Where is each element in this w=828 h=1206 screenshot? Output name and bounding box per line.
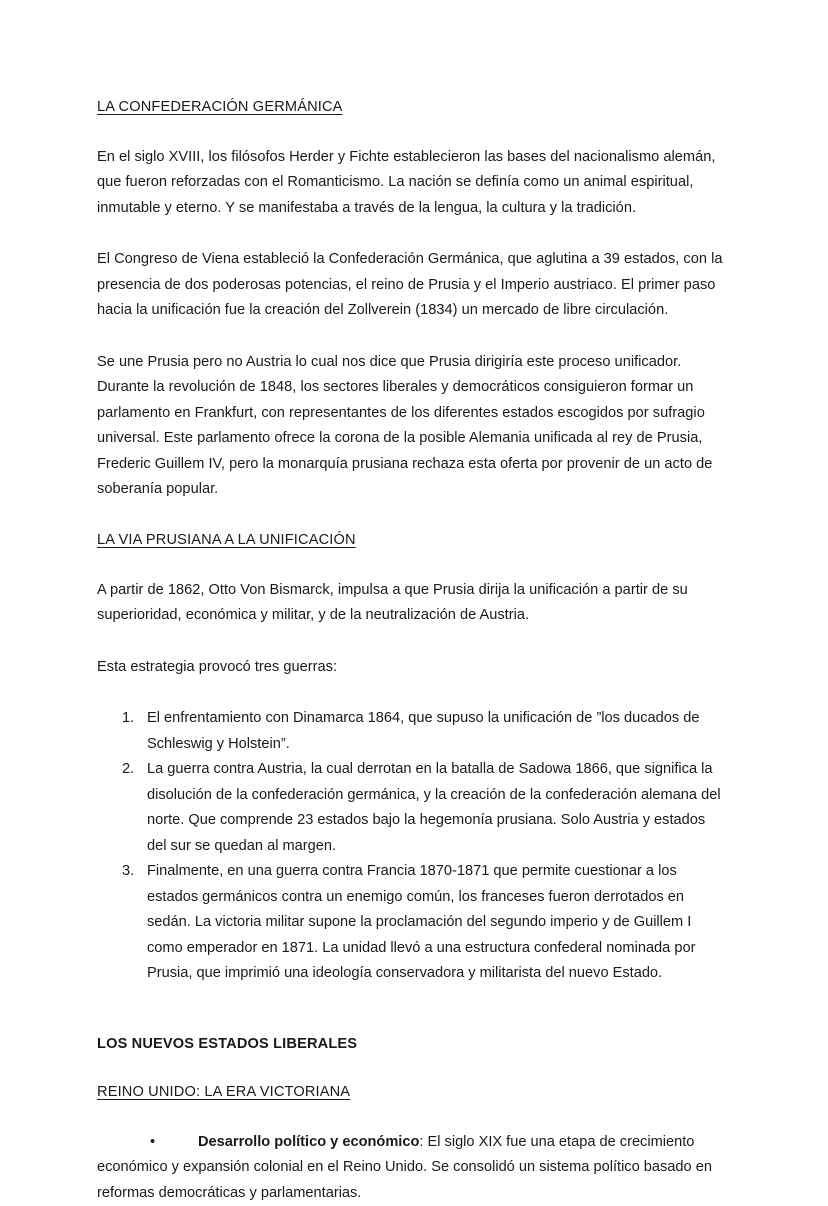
spacer (97, 629, 726, 655)
spacer (97, 552, 726, 578)
spacer (97, 221, 726, 247)
spacer (97, 324, 726, 350)
paragraph-nacionalismo-aleman: En el siglo XVIII, los filósofos Herder y Fichte establecieron las bases del nacionalismo alemán, que fueron reforzadas con el Romanticismo. La nación se definía como un animal espiritual, inmutable y eterno. Y se manifestaba a través de la lengua, la cultura y la tradición. (97, 148, 716, 216)
heading-nuevos-estados-liberales: LOS NUEVOS ESTADOS LIBERALES (97, 1035, 358, 1052)
heading-via-prusiana: LA VIA PRUSIANA A LA UNIFICACIÓN (97, 531, 356, 548)
spacer (97, 503, 726, 530)
spacer (97, 1104, 726, 1130)
list-item: La guerra contra Austria, la cual derrotan en la batalla de Sadowa 1866, que significa la disolución de la confederación germánica, y la creación de la confederación alemana del norte. Que comprende 23 estados bajo la hegemonía prusiana. Solo Austria y estados del sur se quedan al margen. (147, 761, 721, 854)
spacer (97, 987, 726, 1034)
list-tres-guerras (97, 706, 726, 987)
spacer (97, 1056, 726, 1082)
paragraph-prusia-austria: Se une Prusia pero no Austria lo cual nos dice que Prusia dirigiría este proceso unificador. Durante la revolución de 1848, los sectores liberales y democráticos consiguieron formar un parlamento en Frankfurt, con representantes de los diferentes estados escogidos por sufragio universal. Este parlamento ofrece la corona de la posible Alemania unificada al rey de Prusia, Frederic Guillem IV, pero la monarquía prusiana rechaza esta oferta por provenir de un acto de soberanía popular. (97, 353, 713, 498)
bullet-lead-label: Desarrollo político y económico (198, 1133, 420, 1150)
bullet-desarrollo-politico (97, 1130, 726, 1206)
heading-reino-unido: REINO UNIDO: LA ERA VICTORIANA (97, 1083, 351, 1100)
list-item: Finalmente, en una guerra contra Francia 1870-1871 que permite cuestionar a los estados germánicos contra un enemigo común, los franceses fueron derrotados en sedán. La victoria militar supone la proclamación del segundo imperio y de Guillem I como emperador en 1871. La unidad llevó a una estructura confederal nominada por Prusia, que imprimió una ideología conservadora y militarista del nuevo Estado. (147, 863, 696, 982)
bullet-body-text: : El siglo XIX fue una etapa de crecimiento económico y expansión colonial en el Reino Unido. Se consolidó un sistema político basado en reformas democráticas y parlamentarias. (97, 1133, 712, 1201)
bullet-point-icon: • (150, 1133, 156, 1150)
spacer (97, 119, 726, 145)
spacer (97, 680, 726, 706)
paragraph-tres-guerras-intro: Esta estrategia provocó tres guerras: (97, 658, 338, 675)
paragraph-bismarck: A partir de 1862, Otto Von Bismarck, impulsa a que Prusia dirija la unificación a partir de su superioridad, económica y militar, y de la neutralización de Austria. (97, 581, 688, 624)
paragraph-congreso-viena: El Congreso de Viena estableció la Confederación Germánica, que aglutina a 39 estados, con la presencia de dos poderosas potencias, el reino de Prusia y el Imperio austriaco. El primer paso hacia la unificación fue la creación del Zollverein (1834) un mercado de libre circulación. (97, 251, 723, 319)
heading-confederacion-germanica: LA CONFEDERACIÓN GERMÁNICA (97, 99, 343, 115)
list-item: El enfrentamiento con Dinamarca 1864, que supuso la unificación de ”los ducados de Schleswig y Holstein”. (147, 710, 700, 752)
document-body (97, 97, 726, 1206)
